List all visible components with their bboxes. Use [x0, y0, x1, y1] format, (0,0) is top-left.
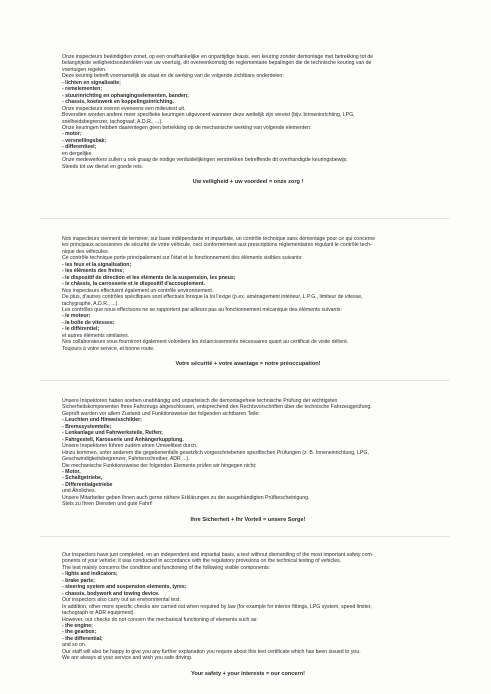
closing-line: en dergelijke. [62, 150, 93, 157]
visible-component-item: - brake parts; [62, 577, 95, 584]
slogan: Votre sécurité + votre avantage = notre préoccupation! [175, 361, 321, 368]
body-line: Geschwindigkeitsbegrenzer, Fahrtenschreiber, ADR ...). [62, 456, 190, 463]
visible-component-item: - stuurinrichting en ophangingselementen, banden; [62, 92, 189, 99]
body-line: Onze inspecteurs voeren eveneens een milieutest uit. [62, 105, 186, 112]
body-line: In addition, other more specific checks are carried out when required by law (for example for interior fittings, LPG system, speed limiter, [62, 603, 372, 610]
mechanical-item: - the engine; [62, 622, 93, 629]
intro-line: ponents of your vehicle; it was conducted in accordance with the regulatory provisions on the technical testing of vehicles. [62, 558, 342, 565]
intro-line: Sicherheitskomponenten Ihres Fahrzeugs abgeschlossen, entsprechend den Rechtsvorschriften über die technische Fahrzeugprüfung. [62, 404, 372, 411]
divider [40, 536, 450, 537]
divider [40, 380, 450, 381]
closing-line: Onze medewerkers zullen u ook graag de nodige verduidelijkingen verstrekken betreffende dit overhandigde keuringsbewijs. [62, 157, 348, 164]
mechanical-item: - versnellingsbak; [62, 137, 107, 144]
mechanical-item: - Motor, [62, 468, 81, 475]
slogan: Your safety + your interests = our concern! [191, 670, 305, 677]
mechanical-item: - le moteur; [62, 313, 91, 320]
visible-component-item: - Leuchten und Hinweisschilder; [62, 417, 142, 424]
body-line: Our inspectors also carry out an environmental test. [62, 597, 181, 604]
visible-component-item: - les feux et la signalisation; [62, 261, 132, 268]
closing-line: et autres éléments similaires. [62, 332, 130, 339]
mechanical-item: - motor; [62, 131, 82, 138]
visible-component-item: - steering system and suspension elements, tyres; [62, 584, 187, 591]
body-line: De plus, d'autres contrôles spécifiques sont effectués lorsque la loi l'exige (p.ex. aménagement intérieur, L.P.G., limiteur de vitesse, [62, 294, 363, 301]
slogan: Uw veiligheid + uw voordeel = onze zorg ! [192, 179, 304, 186]
divider [40, 218, 450, 219]
body-line: Hinzu kommen, unter anderem die gegebenenfalls gesetzlich vorgeschriebenen spezifischen Prüfungen (z. B. Inneneinrichtung, LPG, [62, 449, 369, 456]
body-line: snelheidsbegrenzer, tachograaf, A.D.R., ...). [62, 118, 163, 125]
body-line: tachygraphe, A.D.R., ...). [62, 300, 119, 307]
section-dutch [62, 54, 434, 191]
intro-line: Our inspectors have just completed, on an independent and impartial basis, a test without dismantling of the most important safety com- [62, 552, 374, 558]
section-french [62, 236, 434, 373]
intro-line: The test mainly concerns the condition and functioning of the following visible components: [62, 564, 271, 571]
intro-line: Nos inspecteurs viennent de terminer, sur base indépendante et impartiale, un contrôle technique sans démontage pour ce qui concerne [62, 236, 376, 242]
mechanical-item: - the differential; [62, 635, 103, 642]
visible-component-item: - chassis, bodywork and towing device. [62, 590, 160, 597]
mechanical-item: - the gearbox; [62, 629, 97, 636]
visible-component-item: - lights and indicators; [62, 571, 118, 578]
visible-component-item: - lichten en signalisatie; [62, 79, 121, 86]
body-line: tachograph or ADR equipment). [62, 610, 135, 617]
closing-line: Steeds tot uw dienst en goede reis. [62, 163, 144, 170]
mechanical-item: - la boîte de vitesses; [62, 319, 115, 326]
body-line: Die mechanische Funktionsweise der folgenden Elemente prüfen wir hingegen nicht: [62, 462, 257, 469]
closing-line: Toujours à votre service, et bonne route. [62, 345, 155, 352]
visible-component-item: - Bremssystemteile; [62, 423, 112, 430]
mechanical-item: - Schaltgetriebe, [62, 475, 103, 482]
body-line: Onze keuringen hebben daarentegen geen betrekking op de mechanische werking van volgende elementen: [62, 124, 312, 131]
intro-line: belangrijkste veiligheidsonderdelen van uw voertuig, dit overeenkomstig de reglementaire bepalingen die de technische keuring van de [62, 60, 372, 67]
mechanical-item: - le différentiel; [62, 326, 100, 333]
body-line: Unsere Inspektoren führen zudem einen Umwelttest durch. [62, 443, 198, 450]
body-line: Nos inspecteurs effectuent également un contrôle environnement. [62, 287, 214, 294]
visible-component-item: - Fahrgestell, Karosserie und Anhängerkupplung. [62, 436, 184, 443]
body-line: Bovendien worden andere meer specifieke keuringen uitgevoerd wanneer deze wettelijk zijn vereist (bijv. binneninrichting, LPG, [62, 112, 355, 119]
mechanical-item: - Differentialgetriebe [62, 481, 113, 488]
intro-line: voertuigen regelen. [62, 66, 107, 73]
closing-line: and so on. [62, 642, 87, 649]
slogan: Ihre Sicherheit + Ihr Vorteil = unsere Sorge! [190, 516, 306, 523]
body-line: However, our checks do not concern the mechanical functioning of elements such as: [62, 616, 258, 623]
visible-component-item: - chassis, koetswerk en koppelingsinrichting. [62, 99, 174, 106]
visible-component-item: - le châssis, la carrosserie et le dispositif d'accouplement. [62, 281, 206, 288]
closing-line: Unsere Mitarbeiter geben Ihnen auch gerne nähere Erklärungen zu der ausgehändigten Prüfbescheinigung. [62, 494, 310, 501]
mechanical-item: - differentieel; [62, 144, 97, 151]
intro-line: Deze keuring betreft voornamelijk de staat en de werking van de volgende zichtbare onderdelen: [62, 73, 284, 80]
closing-line: und Ähnliches. [62, 488, 97, 495]
body-line: Les contrôles que nous effectuons ne se rapportent par ailleurs pas au fonctionnement mécanique des éléments suivants: [62, 306, 342, 313]
section-german [62, 398, 434, 529]
intro-line: nique des véhicules. [62, 248, 110, 255]
intro-line: Onze inspecteurs beëindigden zonet, op een onafhankelijke en onpartijdige basis, een keuring zonder demontage met betrekking tot de [62, 54, 374, 60]
closing-line: Our staff will also be happy to give you any further explanation you require about this test certificate which has been issued to you. [62, 648, 361, 655]
visible-component-item: - les éléments des freins; [62, 268, 124, 275]
closing-line: Nos collaborateurs vous fourniront également volontiers les éclaircissements nécessaires quant au certificat de visite délivré. [62, 339, 349, 346]
visible-component-item: - Lenkanlage und Fahrwerksteile, Reifen; [62, 430, 163, 437]
intro-line: Geprüft wurden vor allem Zustand und Funktionsweise der folgenden sichtbaren Teile: [62, 410, 260, 417]
visible-component-item: - remelementen; [62, 86, 103, 93]
closing-line: Stets zu Ihren Diensten und gute Fahrt! [62, 501, 153, 508]
visible-component-item: - le dispositif de direction et les éléments de la suspension, les pneus; [62, 274, 236, 281]
closing-line: We are always at your service and wish you safe driving. [62, 655, 193, 662]
intro-line: Ce contrôle technique porte principalement sur l'état et le fonctionnement des éléments visibles suivants: [62, 255, 303, 262]
section-english [62, 552, 434, 683]
intro-line: Unsere Inspektoren haben soeben unabhängig und unparteiisch die demontagefreie technische Prüfung der wichtigsten [62, 398, 338, 404]
intro-line: les principaux accessoires de sécurité de votre véhicule, ceci conformément aux prescriptions réglementaires régulant le contrôle tech- [62, 242, 372, 249]
